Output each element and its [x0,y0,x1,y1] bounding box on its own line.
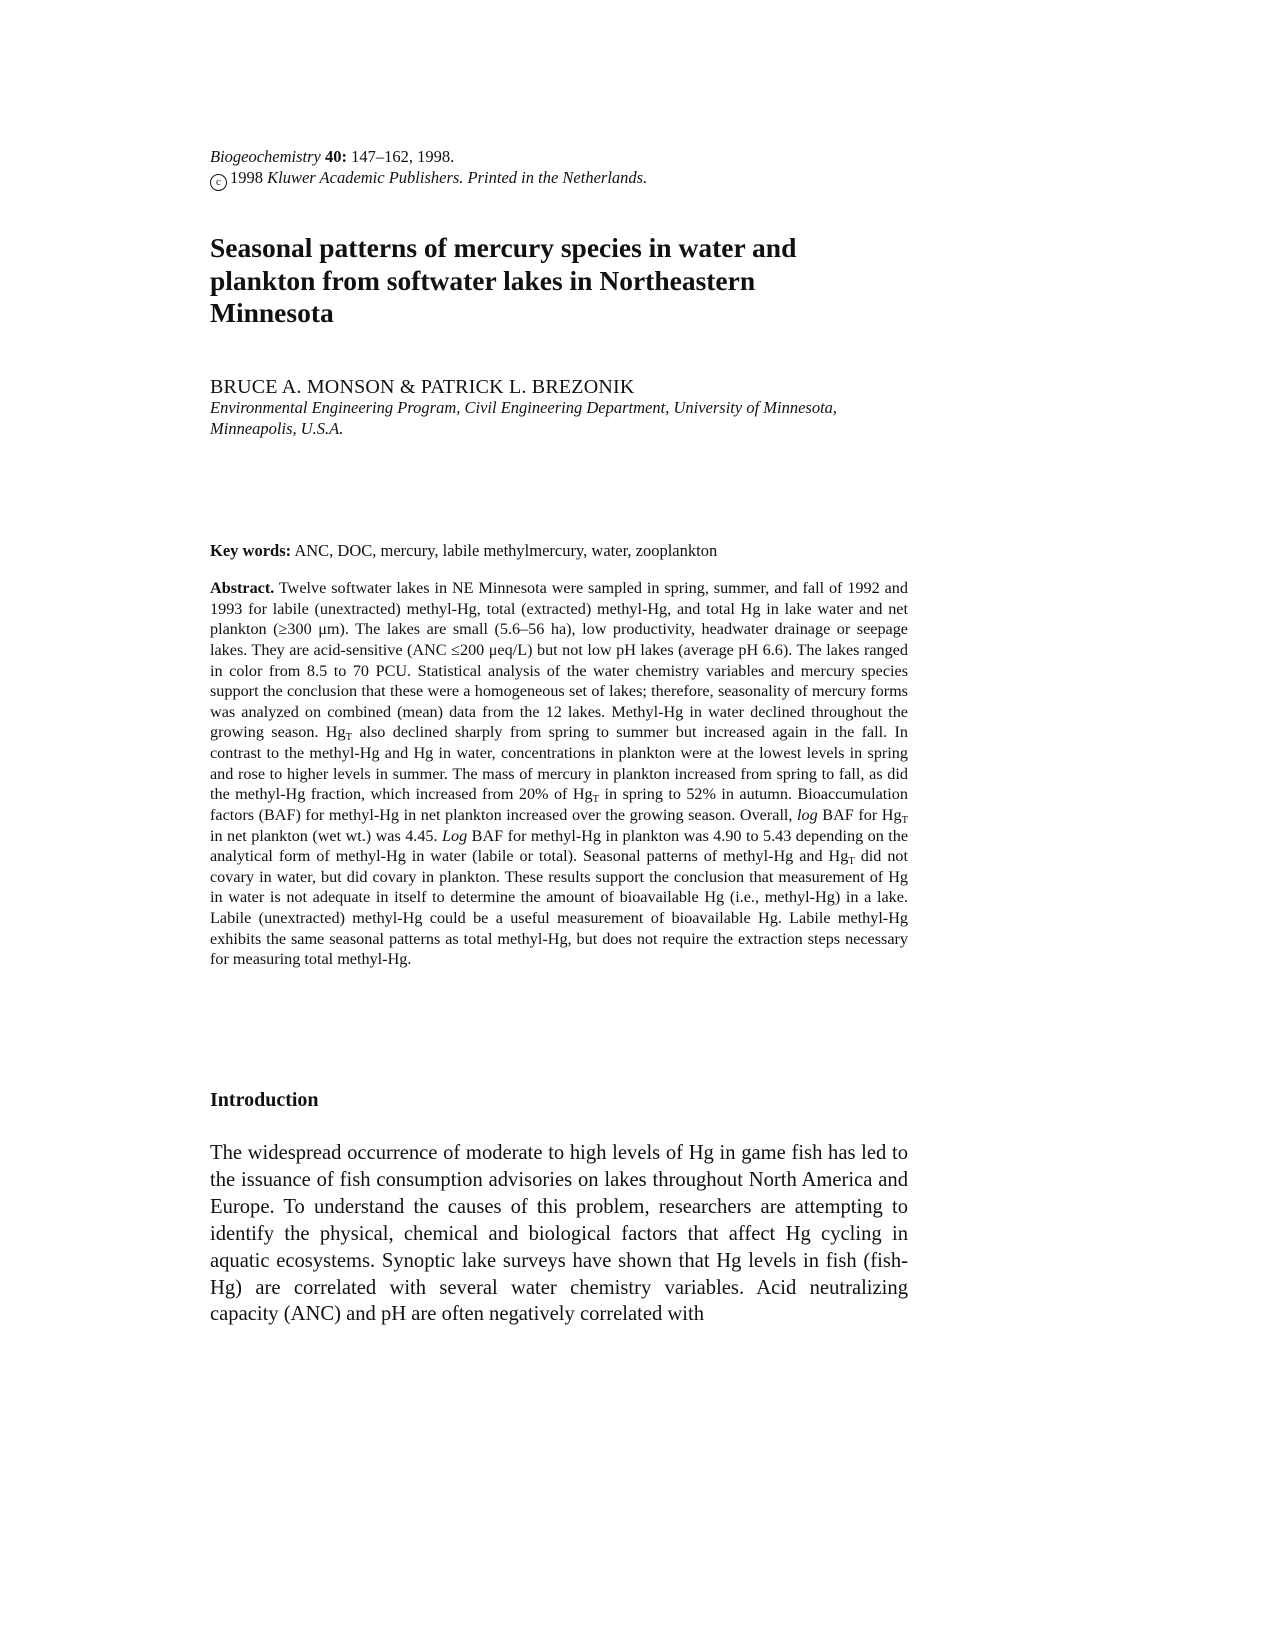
journal-volume: 40: [325,147,348,166]
subscript: T [592,794,600,806]
copyright-icon: c [210,174,227,191]
introduction-heading: Introduction [210,1089,319,1111]
keywords-text: ANC, DOC, mercury, labile methylmercury, water, zooplankton [294,541,718,560]
copyright-line [210,167,910,191]
copyright-year: 1998 [230,168,263,187]
abstract-label: Abstract. [210,579,275,597]
journal-pages: 147–162, 1998. [351,147,455,166]
abstract-italic: Log [442,826,468,845]
citation-line [210,146,910,167]
affiliation: Environmental Engineering Program, Civil Engineering Department, University of Minnesota, Minneapolis, U.S.A. [210,398,838,438]
abstract-text: also declined sharply from spring to summer but increased again in the fall. In contrast to the methyl-Hg and Hg in water, concentrations in plankton were at the lowest levels in spring and rose to higher levels in summer. The mass of mercury in plankton increased from spring to fall, as did the methyl-Hg fraction, which increased from 20% of Hg [210,723,908,804]
paper-title: Seasonal patterns of mercury species in water and plankton from softwater lakes in Northeastern Minnesota [210,232,797,328]
subscript: T [345,732,352,744]
abstract-text: in net plankton (wet wt.) was 4.45. [210,826,443,845]
subscript: T [901,814,908,826]
abstract-text: Twelve softwater lakes in NE Minnesota were sampled in spring, summer, and fall of 1992 and 1993 for labile (unextracted) methyl-Hg, total (extracted) methyl-Hg, and total Hg in lake water and net plankton (≥300 μm). The lakes are small (5.6–56 ha), low productivity, headwater drainage or seepage lakes. They are acid-sensitive (ANC ≤200 μeq/L) but not low pH lakes (average pH 6.6). The lakes ranged in color from 8.5 to 70 PCU. Statistical analysis of the water chemistry variables and mercury species support the conclusion that these were a homogeneous set of lakes; therefore, seasonality of mercury forms was analyzed on combined (mean) data from the 12 lakes. Methyl-Hg in water declined throughout the growing season. Hg [210,579,908,742]
keywords-label: Key words: [210,541,292,560]
abstract-text: in spring to 52% in autumn. Bioaccumulation factors (BAF) for methyl-Hg in net plankton increased over the growing season. Overall, [210,785,908,824]
subscript: T [848,856,855,868]
authors: BRUCE A. MONSON & PATRICK L. BREZONIK [210,376,635,398]
abstract [210,578,908,970]
keywords [210,541,910,561]
abstract-italic: log [797,805,818,824]
journal-name: Biogeochemistry [210,147,321,166]
abstract-text: BAF for methyl-Hg in plankton was 4.90 to 5.43 depending on the analytical form of methyl-Hg in water (labile or total). Seasonal patterns of methyl-Hg and Hg [210,826,909,866]
introduction-paragraph: The widespread occurrence of moderate to high levels of Hg in game fish has led to the issuance of fish consumption advisories on lakes throughout North America and Europe. To understand the causes of this problem, researchers are attempting to identify the physical, chemical and biological factors that affect Hg cycling in aquatic ecosystems. Synoptic lake surveys have shown that Hg levels in fish (fish-Hg) are correlated with several water chemistry variables. Acid neutralizing capacity (ANC) and pH are often negatively correlated with [210,1142,908,1326]
abstract-text: did not covary in water, but did covary in plankton. These results support the conclusion that measurement of Hg in water is not adequate in itself to determine the amount of bioavailable Hg (i.e., methyl-Hg) in a lake. Labile (unextracted) methyl-Hg could be a useful measurement of bioavailable Hg. Labile methyl-Hg exhibits the same seasonal patterns as total methyl-Hg, but does not require the extraction steps necessary for measuring total methyl-Hg. [210,847,909,969]
publisher: Kluwer Academic Publishers. Printed in the Netherlands. [267,168,648,187]
journal-header [210,146,910,191]
abstract-text: BAF for Hg [817,805,902,824]
